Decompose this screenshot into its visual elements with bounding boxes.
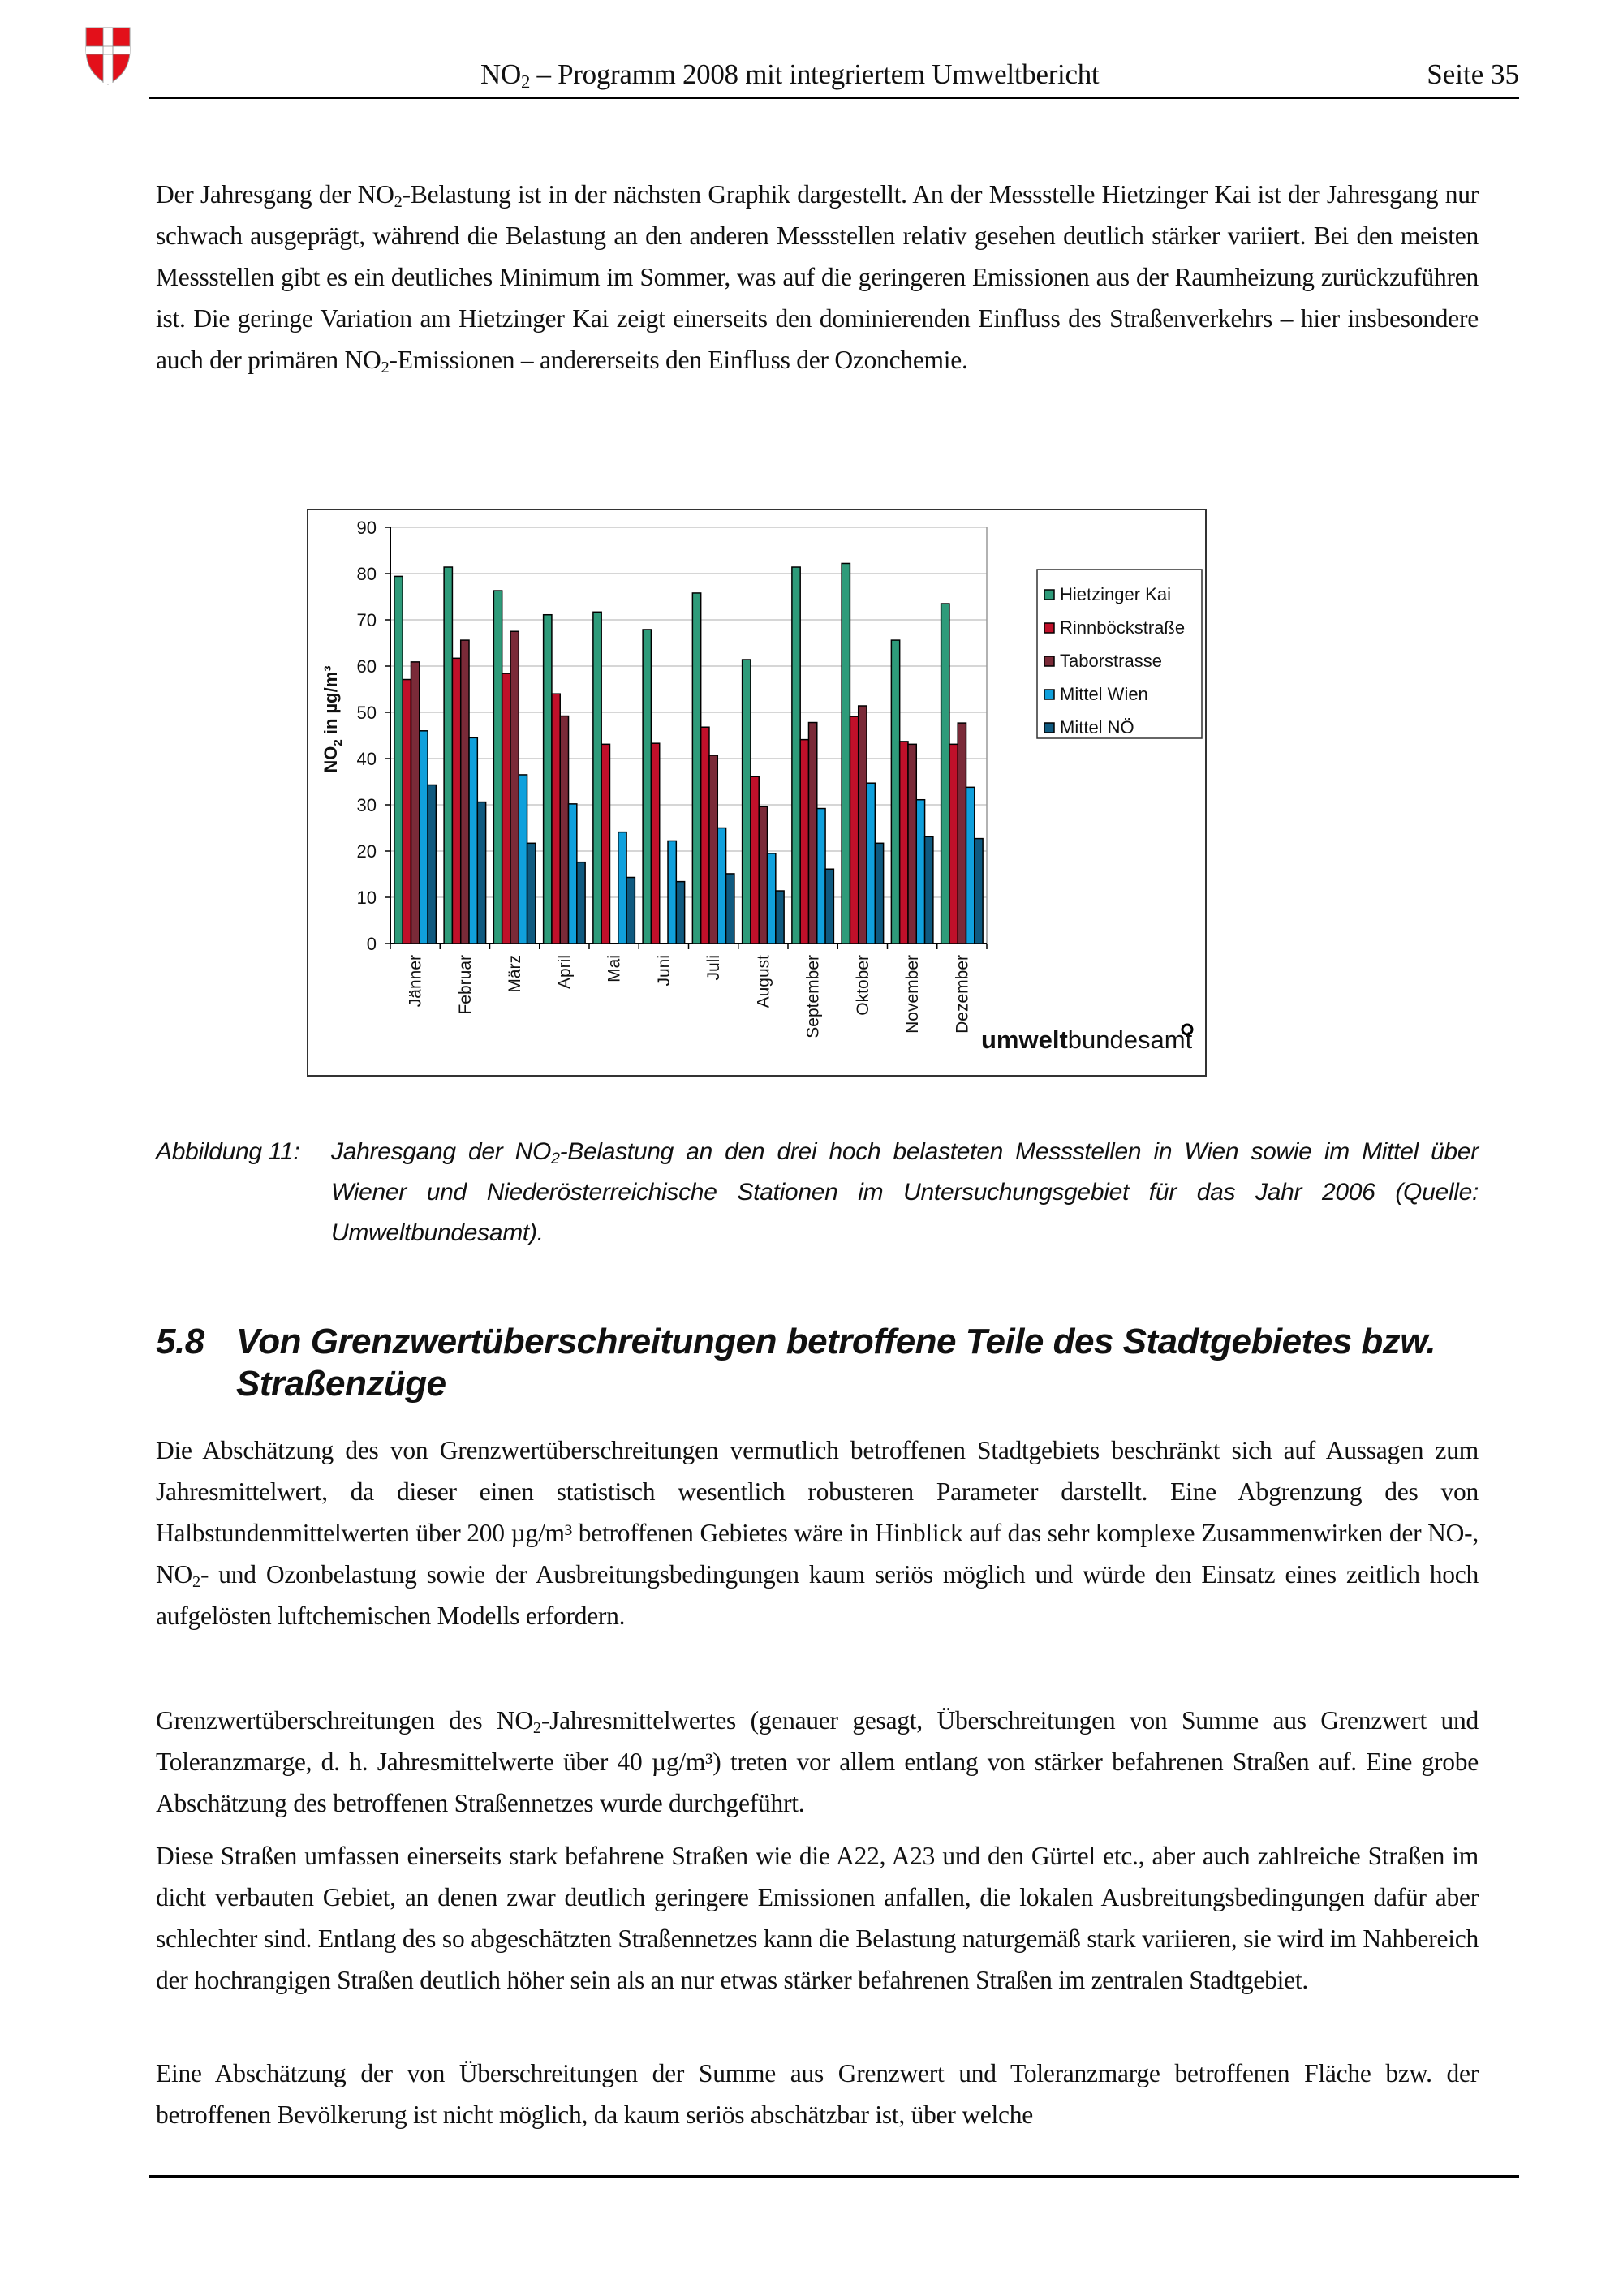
bar xyxy=(420,731,428,944)
bar xyxy=(510,631,519,944)
legend-label: Rinnböckstraße xyxy=(1060,617,1186,638)
bar xyxy=(768,853,776,944)
y-tick-label: 30 xyxy=(356,795,377,815)
legend-label: Taborstrasse xyxy=(1060,651,1162,671)
bar xyxy=(751,776,759,944)
legend-label: Hietzinger Kai xyxy=(1060,584,1171,604)
bar xyxy=(709,755,717,944)
x-tick-label: April xyxy=(555,955,575,990)
x-tick-label: Juni xyxy=(654,955,674,987)
bar xyxy=(867,783,875,944)
legend-swatch xyxy=(1044,656,1054,666)
vienna-coat-of-arms-icon xyxy=(84,26,131,86)
bar xyxy=(493,591,502,944)
bar xyxy=(925,836,933,944)
no2-annual-cycle-chart xyxy=(307,509,1207,1077)
x-tick-label: Juli xyxy=(704,955,724,981)
bar xyxy=(800,740,808,944)
bar xyxy=(560,716,568,944)
paragraph-1: Die Abschätzung des von Grenzwertüberschreitungen vermutlich betroffenen Stadtgebiets beschränkt sich auf Aussagen zum Jahresmittelwert, da dieser einen statistisch wesentlich robusteren Parameter darstellt. Eine Abgrenzung des von Halbstundenmittelwerten über 200 µg/m³ betroffenen Gebietes wäre in Hinblick auf das sehr komplexe Zusammenwirken der NO-, $NO_2-$ und Ozonbelastung sowie der Ausbreitungsbedingungen kaum seriös möglich und würde den Einsatz eines zeitlich hoch aufgelösten luftchemischen Modells erfordern. xyxy=(156,1436,1479,1630)
section-heading xyxy=(156,1321,1487,1405)
bar xyxy=(643,630,651,944)
page-number: Seite 35 xyxy=(1427,58,1519,90)
x-tick-label: Februar xyxy=(455,955,475,1015)
x-tick-label: Mai xyxy=(605,955,624,982)
bar xyxy=(452,658,460,944)
x-tick-label: Dezember xyxy=(953,955,972,1034)
bar xyxy=(900,742,908,944)
y-tick-label: 10 xyxy=(356,888,377,908)
bar xyxy=(519,775,527,944)
bar xyxy=(692,593,700,944)
bar xyxy=(891,640,899,944)
y-axis-label: $NO_2$ in µg/m³ xyxy=(321,665,345,773)
paragraph-4: Eine Abschätzung der von Überschreitungen der Summe aus Grenzwert und Toleranzmarge betroffenen Fläche bzw. der betroffenen Bevölkerung ist nicht möglich, da kaum seriös abschätzbar ist, über welche xyxy=(156,2059,1479,2129)
legend-swatch xyxy=(1044,723,1054,733)
bar xyxy=(552,694,560,944)
bar xyxy=(403,680,411,944)
caption-label: Abbildung 11: xyxy=(156,1138,300,1165)
bar xyxy=(618,832,626,944)
bar xyxy=(817,809,825,944)
x-tick-label: Jänner xyxy=(406,955,425,1008)
bar xyxy=(949,744,958,944)
bar xyxy=(477,802,485,944)
bar xyxy=(428,785,436,944)
legend-label: Mittel NÖ xyxy=(1060,717,1134,737)
bar xyxy=(593,612,601,944)
bar xyxy=(626,877,635,944)
x-tick-label: November xyxy=(903,955,923,1034)
bar xyxy=(544,615,552,944)
chart-canvas xyxy=(308,510,1205,1075)
section-title: Von Grenzwertüberschreitungen betroffene Teile des Stadtgebietes bzw. Straßenzüge xyxy=(236,1322,1436,1404)
paragraph-2: Grenzwertüberschreitungen des $NO_2$-Jahresmittelwertes (genauer gesagt, Überschreitungen von Summe aus Grenzwert und Toleranzmarge, d. h. Jahresmittelwerte über 40 µg/m³) treten vor allem entlang von stärker befahrenen Straßen auf. Eine grobe Abschätzung des betroffenen Straßennetzes wurde durchgeführt. xyxy=(156,1706,1479,1817)
legend-swatch xyxy=(1044,590,1054,600)
bar xyxy=(651,743,659,944)
bar xyxy=(859,706,867,944)
section-number: 5.8 xyxy=(156,1322,204,1361)
bar xyxy=(776,891,784,944)
y-tick-label: 80 xyxy=(356,564,377,584)
bar xyxy=(825,869,833,944)
legend-swatch xyxy=(1044,623,1054,633)
legend-swatch xyxy=(1044,690,1054,699)
bar xyxy=(808,723,816,944)
y-tick-label: 50 xyxy=(356,703,377,723)
bar xyxy=(759,806,767,944)
bar xyxy=(966,787,975,944)
bar xyxy=(875,843,883,944)
bar xyxy=(792,567,800,944)
document-title: $NO_2$ – Programm 2008 mit integriertem Umweltbericht xyxy=(480,58,1100,92)
bar xyxy=(668,841,676,944)
y-tick-label: 60 xyxy=(356,656,377,677)
footer-rule xyxy=(149,2175,1519,2178)
umweltbundesamt-logo: umweltbundesamt xyxy=(981,1025,1193,1054)
bar xyxy=(908,744,916,944)
header-rule xyxy=(149,97,1519,99)
bar xyxy=(701,727,709,944)
bar xyxy=(394,576,403,944)
x-tick-label: März xyxy=(506,955,525,993)
bar xyxy=(569,804,577,944)
bar xyxy=(527,843,536,944)
bar xyxy=(601,744,609,944)
bar xyxy=(743,660,751,944)
paragraph-3: Diese Straßen umfassen einerseits stark befahrene Straßen wie die A22, A23 und den Gürtel etc., aber auch zahlreiche Straßen im dicht verbauten Gebiet, an denen zwar deutlich geringere Emissionen anfallen, die lokalen Ausbreitungsbedingungen dafür aber schlechter sind. Entlang des so abgeschätzten Straßennetzes kann die Belastung naturgemäß stark variieren, sie wird im Nahbereich der hochrangigen Straßen deutlich höher sein als an nur etwas stärker befahrenen Straßen im zentralen Stadtgebiet. xyxy=(156,1842,1479,1994)
bar xyxy=(676,882,684,944)
bar xyxy=(577,862,585,944)
bar xyxy=(717,828,725,944)
bar xyxy=(941,604,949,944)
y-tick-label: 0 xyxy=(366,934,377,954)
bar xyxy=(469,737,477,944)
bar xyxy=(850,716,858,944)
y-tick-label: 40 xyxy=(356,749,377,769)
y-tick-label: 70 xyxy=(356,610,377,630)
bar xyxy=(411,662,419,944)
x-tick-label: August xyxy=(754,955,773,1008)
bar xyxy=(842,563,850,944)
bar xyxy=(502,673,510,944)
bar xyxy=(975,839,983,944)
bar xyxy=(444,567,452,944)
caption-text: Jahresgang der $NO_2$-Belastung an den drei hoch belasteten Messstellen in Wien sowie im Mittel über Wiener und Niederösterreichische Stationen im Untersuchungsgebiet für das Jahr 2006 (Quelle: Umweltbundesamt). xyxy=(331,1138,1479,1246)
x-tick-label: September xyxy=(803,955,823,1038)
x-tick-label: Oktober xyxy=(853,955,872,1016)
figure-caption xyxy=(156,1132,1479,1253)
intro-paragraph: Der Jahresgang der $NO_2$-Belastung ist in der nächsten Graphik dargestellt. An der Messstelle Hietzinger Kai ist der Jahresgang nur schwach ausgeprägt, während die Belastung an den anderen Messstellen relativ gesehen deutlich stärker variiert. Bei den meisten Messstellen gibt es ein deutliches Minimum im Sommer, was auf die geringeren Emissionen aus der Raumheizung zurückzuführen ist. Die geringe Variation am Hietzinger Kai zeigt einerseits den dominierenden Einfluss des Straßenverkehrs – hier insbesondere auch der primären $NO_2$-Emissionen – andererseits den Einfluss der Ozonchemie. xyxy=(156,180,1479,377)
bar xyxy=(461,640,469,944)
bar xyxy=(958,723,966,944)
bar xyxy=(726,874,734,944)
y-tick-label: 20 xyxy=(356,841,377,862)
y-tick-label: 90 xyxy=(356,518,377,538)
bar xyxy=(916,800,924,944)
legend-label: Mittel Wien xyxy=(1060,684,1148,704)
